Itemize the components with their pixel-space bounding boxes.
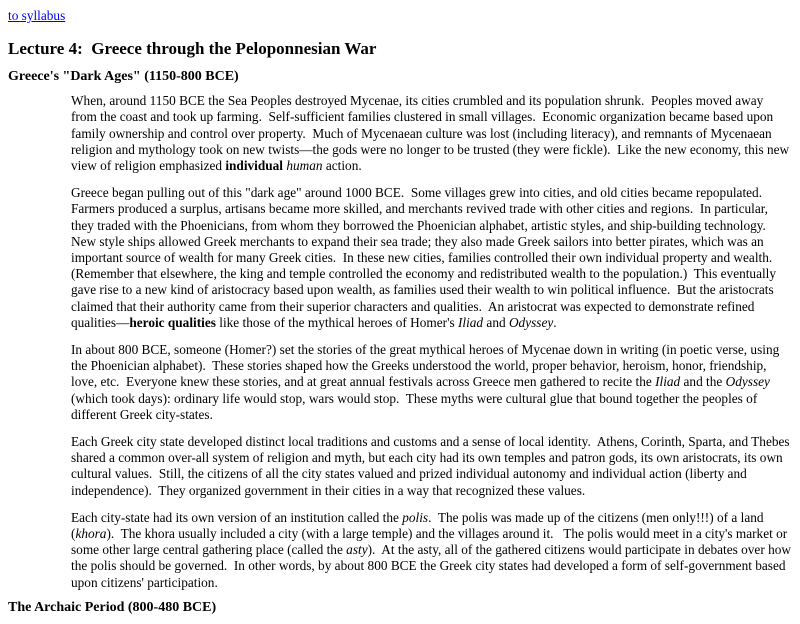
page-title: Lecture 4: Greece through the Peloponnesian War (8, 39, 377, 59)
section-heading-archaic-period: The Archaic Period (800-480 BCE) (8, 599, 217, 615)
paragraph-dark-age-collapse: When, around 1150 BCE the Sea Peoples destroyed Mycenae, its cities crumbled and its population shrunk. Peoples moved away from the coast and took up farming. Self-sufficient families clustered in small villages. Economic organization became based upon family ownership and control over property. Much of Mycenaean culture was lost (including literacy), and remnants of Mycenaean religion and mythology took on new twists—the gods were no longer to be trusted (they were fickle). Like the new economy, this new view of religion emphasized individual human action. (71, 93, 793, 174)
paragraph-polis-institution: Each city-state had its own version of an institution called the polis. The polis was made up of the citizens (men only!!!) of a land (khora). The khora usually included a city (with a large temple) and the villages around it. The polis would meet in a city's market or some other large central gathering place (called the asty). At the asty, all of the gathered citizens would participate in debates over how the polis should be governed. In other words, by about 800 BCE the Greek city states had developed a form of self-government based upon citizens' participation. (71, 509, 795, 590)
syllabus-link-row (8, 8, 792, 24)
section-heading-dark-ages: Greece's "Dark Ages" (1150-800 BCE) (8, 69, 239, 85)
lecture-notes-page (8, 8, 795, 616)
paragraph-recovery-and-trade: Greece began pulling out of this "dark age" around 1000 BCE. Some villages grew into cities, and old cities became repopulated. Farmers produced a surplus, artisans became more skilled, and merchants revived trade with other cities and regions. In particular, they traded with the Phoenicians, from whom they borrowed the Phoenician alphabet, artistic styles, and ship-building technology. New style ships allowed Greek merchants to expand their sea trade; they also made Greek sailors into better pirates, which was an important source of wealth for many Greek cities. In these new cities, families controlled their own individual property and wealth. (Remember that elsewhere, the king and temple controlled the economy and redistributed wealth to the population.) This eventually gave rise to a new kind of aristocracy based upon wealth, as families used their wealth to win political influence. But the aristocrats claimed that their authority came from their superior characters and qualities. An aristocrat was expected to demonstrate refined qualities—heroic qualities like those of the mythical heroes of Homer's Iliad and Odyssey. (71, 185, 780, 330)
syllabus-link[interactable]: to syllabus (8, 8, 66, 23)
paragraph-city-state-identity: Each Greek city state developed distinct local traditions and customs and a sense of local identity. Athens, Corinth, Sparta, and Thebes shared a common over-all system of religion and myth, but each city had its own temples and patron gods, its own aristocrats, its own cultural values. Still, the citizens of all the city states valued and prized individual autonomy and individual action (liberty and independence). They organized government in their cities in a way that recognized these values. (71, 434, 793, 498)
paragraph-homer-epics: In about 800 BCE, someone (Homer?) set the stories of the great mythical heroes of Mycenae down in writing (in poetic verse, using the Phoenician alphabet). These stories shaped how the Greeks understood the world, proper behavior, heroism, honor, friendship, love, etc. Everyone knew these stories, and at great annual festivals across Greece men gathered to recite the Iliad and the Odyssey (which took days): ordinary life would stop, wars would stop. These myths were cultural glue that bound together the peoples of different Greek city-states. (71, 342, 783, 422)
section-content-dark-ages (8, 93, 795, 591)
